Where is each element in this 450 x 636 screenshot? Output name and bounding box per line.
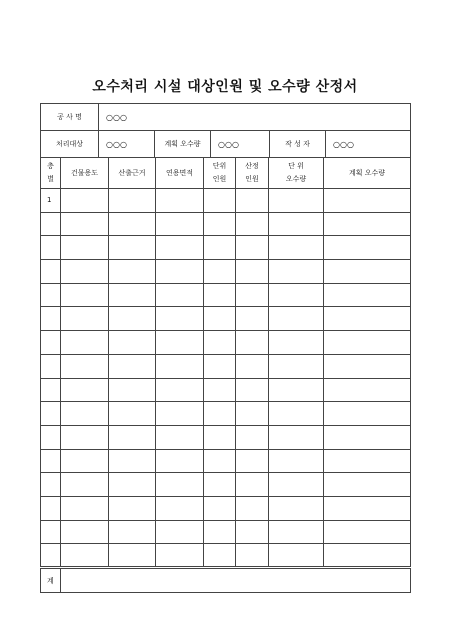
table-cell[interactable] bbox=[324, 402, 411, 426]
col-area-header: 연용면적 bbox=[156, 158, 204, 189]
table-cell[interactable] bbox=[236, 189, 269, 213]
table-cell[interactable] bbox=[269, 260, 324, 284]
table-cell[interactable] bbox=[204, 212, 236, 236]
table-cell[interactable] bbox=[324, 496, 411, 520]
table-cell[interactable] bbox=[109, 449, 156, 473]
table-cell[interactable] bbox=[109, 354, 156, 378]
table-cell[interactable] bbox=[236, 520, 269, 544]
table-cell[interactable] bbox=[204, 496, 236, 520]
table-row bbox=[41, 425, 411, 449]
table-row bbox=[41, 544, 411, 568]
table-cell[interactable] bbox=[324, 378, 411, 402]
table-cell[interactable] bbox=[156, 260, 204, 284]
floor-cell[interactable] bbox=[41, 378, 61, 402]
table-row bbox=[41, 520, 411, 544]
table-cell[interactable] bbox=[236, 449, 269, 473]
table-cell[interactable] bbox=[236, 236, 269, 260]
table-cell[interactable] bbox=[204, 331, 236, 355]
total-label: 계 bbox=[41, 568, 61, 593]
table-cell[interactable] bbox=[61, 520, 109, 544]
table-cell[interactable] bbox=[61, 331, 109, 355]
table-cell[interactable] bbox=[269, 473, 324, 497]
table-cell[interactable] bbox=[236, 378, 269, 402]
floor-cell[interactable] bbox=[41, 473, 61, 497]
table-cell[interactable] bbox=[269, 496, 324, 520]
sewage-table bbox=[40, 157, 411, 593]
table-cell[interactable] bbox=[61, 378, 109, 402]
table-cell[interactable] bbox=[109, 496, 156, 520]
table-cell[interactable] bbox=[109, 283, 156, 307]
table-cell[interactable] bbox=[204, 520, 236, 544]
table-cell[interactable] bbox=[61, 283, 109, 307]
target-value[interactable]: ○○○ bbox=[99, 131, 155, 158]
writer-value[interactable]: ○○○ bbox=[326, 131, 411, 158]
table-row bbox=[41, 449, 411, 473]
table-cell[interactable] bbox=[109, 331, 156, 355]
table-cell[interactable] bbox=[269, 449, 324, 473]
table-cell[interactable] bbox=[204, 236, 236, 260]
table-cell[interactable] bbox=[109, 212, 156, 236]
info-row-details bbox=[41, 131, 411, 158]
table-cell[interactable] bbox=[109, 378, 156, 402]
table-cell[interactable] bbox=[204, 307, 236, 331]
table-cell[interactable] bbox=[236, 402, 269, 426]
table-cell[interactable] bbox=[236, 307, 269, 331]
table-cell[interactable] bbox=[236, 212, 269, 236]
table-cell[interactable] bbox=[156, 402, 204, 426]
table-cell[interactable] bbox=[156, 307, 204, 331]
table-cell[interactable] bbox=[269, 520, 324, 544]
floor-cell[interactable] bbox=[41, 354, 61, 378]
table-cell[interactable] bbox=[204, 283, 236, 307]
table-cell[interactable] bbox=[61, 473, 109, 497]
floor-cell[interactable] bbox=[41, 425, 61, 449]
table-row bbox=[41, 378, 411, 402]
info-table bbox=[40, 103, 411, 158]
table-row bbox=[41, 283, 411, 307]
table-cell[interactable] bbox=[324, 236, 411, 260]
table-cell[interactable] bbox=[236, 496, 269, 520]
table-row bbox=[41, 496, 411, 520]
table-cell[interactable] bbox=[269, 425, 324, 449]
table-cell[interactable] bbox=[156, 189, 204, 213]
table-row bbox=[41, 260, 411, 284]
table-cell[interactable] bbox=[269, 331, 324, 355]
floor-cell[interactable] bbox=[41, 449, 61, 473]
table-cell[interactable] bbox=[61, 354, 109, 378]
table-cell[interactable] bbox=[269, 402, 324, 426]
table-cell[interactable] bbox=[269, 378, 324, 402]
table-cell[interactable] bbox=[269, 236, 324, 260]
floor-cell[interactable] bbox=[41, 212, 61, 236]
table-cell[interactable] bbox=[156, 331, 204, 355]
table-row bbox=[41, 212, 411, 236]
table-cell[interactable] bbox=[61, 402, 109, 426]
table-cell[interactable] bbox=[324, 189, 411, 213]
table-cell[interactable] bbox=[156, 520, 204, 544]
col-planned-sewage-header: 계획 오수량 bbox=[324, 158, 411, 189]
floor-cell[interactable]: 1 bbox=[41, 189, 61, 213]
floor-cell[interactable] bbox=[41, 496, 61, 520]
writer-label: 작 성 자 bbox=[270, 131, 326, 158]
project-label: 공 사 명 bbox=[41, 104, 99, 131]
table-cell[interactable] bbox=[269, 212, 324, 236]
table-cell[interactable] bbox=[61, 260, 109, 284]
info-row-project bbox=[41, 104, 411, 131]
table-cell[interactable] bbox=[269, 283, 324, 307]
table-cell[interactable] bbox=[204, 402, 236, 426]
table-cell[interactable] bbox=[324, 354, 411, 378]
table-cell[interactable] bbox=[61, 544, 109, 568]
table-cell[interactable] bbox=[204, 425, 236, 449]
table-cell[interactable] bbox=[269, 307, 324, 331]
table-cell[interactable] bbox=[156, 236, 204, 260]
table-cell[interactable] bbox=[109, 307, 156, 331]
table-cell[interactable] bbox=[109, 189, 156, 213]
table-cell[interactable] bbox=[109, 402, 156, 426]
table-cell[interactable] bbox=[109, 520, 156, 544]
table-cell[interactable] bbox=[109, 425, 156, 449]
table-cell[interactable] bbox=[204, 378, 236, 402]
table-cell[interactable] bbox=[204, 473, 236, 497]
table-cell[interactable] bbox=[109, 473, 156, 497]
table-cell[interactable] bbox=[156, 449, 204, 473]
floor-cell[interactable] bbox=[41, 260, 61, 284]
table-row bbox=[41, 473, 411, 497]
table-row bbox=[41, 331, 411, 355]
table-cell[interactable] bbox=[61, 449, 109, 473]
table-cell[interactable] bbox=[324, 331, 411, 355]
table-cell[interactable] bbox=[324, 212, 411, 236]
floor-cell[interactable] bbox=[41, 236, 61, 260]
floor-cell[interactable] bbox=[41, 331, 61, 355]
table-cell[interactable] bbox=[109, 544, 156, 568]
table-cell[interactable] bbox=[236, 544, 269, 568]
table-cell[interactable] bbox=[156, 473, 204, 497]
table-cell[interactable] bbox=[324, 307, 411, 331]
table-cell[interactable] bbox=[236, 331, 269, 355]
col-usage-header: 건물용도 bbox=[61, 158, 109, 189]
table-row bbox=[41, 402, 411, 426]
table-cell[interactable] bbox=[324, 283, 411, 307]
table-cell[interactable] bbox=[324, 260, 411, 284]
total-value-cell[interactable] bbox=[61, 568, 411, 593]
planned-value[interactable]: ○○○ bbox=[211, 131, 270, 158]
col-unit-people-header: 단위 인원 bbox=[204, 158, 236, 189]
header-row bbox=[41, 158, 411, 189]
table-cell[interactable] bbox=[61, 212, 109, 236]
total-row bbox=[41, 568, 411, 593]
table-cell[interactable] bbox=[204, 189, 236, 213]
table-cell[interactable] bbox=[324, 425, 411, 449]
table-cell[interactable] bbox=[156, 544, 204, 568]
table-cell[interactable] bbox=[109, 260, 156, 284]
table-cell[interactable] bbox=[269, 354, 324, 378]
col-unit-sewage-header: 단 위 오수량 bbox=[269, 158, 324, 189]
table-row bbox=[41, 354, 411, 378]
table-cell[interactable] bbox=[156, 496, 204, 520]
table-cell[interactable] bbox=[61, 496, 109, 520]
table-cell[interactable] bbox=[156, 354, 204, 378]
col-calc-people-header: 산정 인원 bbox=[236, 158, 269, 189]
table-cell[interactable] bbox=[236, 283, 269, 307]
page-title: 오수처리 시설 대상인원 및 오수량 산정서 bbox=[92, 79, 358, 95]
table-cell[interactable] bbox=[204, 544, 236, 568]
table-cell[interactable] bbox=[324, 449, 411, 473]
table-cell[interactable] bbox=[269, 189, 324, 213]
table-cell[interactable] bbox=[109, 236, 156, 260]
floor-cell[interactable] bbox=[41, 402, 61, 426]
floor-cell[interactable] bbox=[41, 520, 61, 544]
floor-cell[interactable] bbox=[41, 283, 61, 307]
table-cell[interactable] bbox=[156, 425, 204, 449]
table-cell[interactable] bbox=[61, 236, 109, 260]
table-cell[interactable] bbox=[236, 425, 269, 449]
table-cell[interactable] bbox=[61, 425, 109, 449]
table-row bbox=[41, 307, 411, 331]
col-floor-header: 층 별 bbox=[41, 158, 61, 189]
floor-cell[interactable] bbox=[41, 544, 61, 568]
table-cell[interactable] bbox=[204, 354, 236, 378]
table-row bbox=[41, 236, 411, 260]
table-cell[interactable] bbox=[156, 212, 204, 236]
table-cell[interactable] bbox=[324, 544, 411, 568]
table-cell[interactable] bbox=[236, 260, 269, 284]
table-row bbox=[41, 189, 411, 213]
floor-cell[interactable] bbox=[41, 307, 61, 331]
table-cell[interactable] bbox=[324, 473, 411, 497]
table-cell[interactable] bbox=[61, 189, 109, 213]
table-cell[interactable] bbox=[156, 378, 204, 402]
target-label: 처리대상 bbox=[41, 131, 99, 158]
col-basis-header: 산출근거 bbox=[109, 158, 156, 189]
planned-label: 계획 오수량 bbox=[155, 131, 211, 158]
table-cell[interactable] bbox=[61, 307, 109, 331]
table-cell[interactable] bbox=[204, 260, 236, 284]
table-cell[interactable] bbox=[156, 283, 204, 307]
table-cell[interactable] bbox=[204, 449, 236, 473]
table-cell[interactable] bbox=[269, 544, 324, 568]
table-cell[interactable] bbox=[236, 473, 269, 497]
table-cell[interactable] bbox=[324, 520, 411, 544]
table-cell[interactable] bbox=[236, 354, 269, 378]
project-value[interactable]: ○○○ bbox=[99, 104, 411, 131]
